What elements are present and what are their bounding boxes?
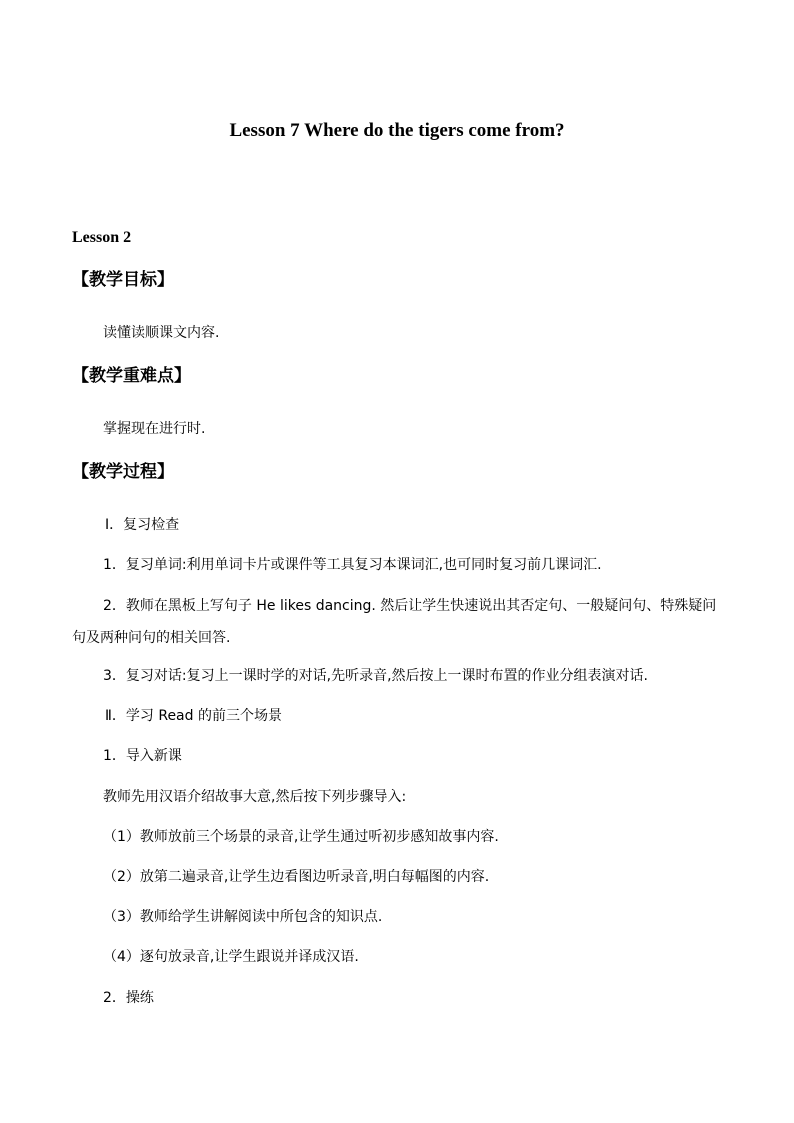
part1-item-1: 1．复习单词:利用单词卡片或课件等工具复习本课词汇,也可同时复习前几课词汇. (103, 557, 602, 573)
part2-substep-4: （4）逐句放录音,让学生跟说并译成汉语. (103, 949, 359, 965)
lesson-subtitle: Lesson 2 (72, 229, 132, 246)
process-heading: 【教学过程】 (72, 462, 174, 482)
lesson-title: Lesson 7 Where do the tigers come from? (229, 120, 565, 141)
objectives-heading: 【教学目标】 (72, 270, 174, 290)
part2-intro: 教师先用汉语介绍故事大意,然后按下列步骤导入: (103, 789, 407, 805)
part2-substep-3: （3）教师给学生讲解阅读中所包含的知识点. (103, 909, 383, 925)
objectives-content: 读懂读顺课文内容. (103, 325, 220, 341)
part1-item-2: 2．教师在黑板上写句子 He likes dancing. 然后让学生快速说出其否定句、一般疑问句、特殊疑问句及两种问句的相关回答. (72, 598, 717, 646)
part1-item-3: 3．复习对话:复习上一课时学的对话,先听录音,然后按上一课时布置的作业分组表演对话. (103, 668, 648, 684)
key-points-content: 掌握现在进行时. (103, 421, 206, 437)
part2-title: Ⅱ．学习 Read 的前三个场景 (105, 708, 282, 724)
part2-step1: 1．导入新课 (103, 748, 182, 764)
key-points-heading: 【教学重难点】 (72, 366, 191, 386)
part2-step2: 2．操练 (103, 990, 154, 1006)
part2-substep-1: （1）教师放前三个场景的录音,让学生通过听初步感知故事内容. (103, 829, 499, 845)
part2-substep-2: （2）放第二遍录音,让学生边看图边听录音,明白每幅图的内容. (103, 869, 490, 885)
part1-title: Ⅰ．复习检查 (105, 517, 180, 533)
